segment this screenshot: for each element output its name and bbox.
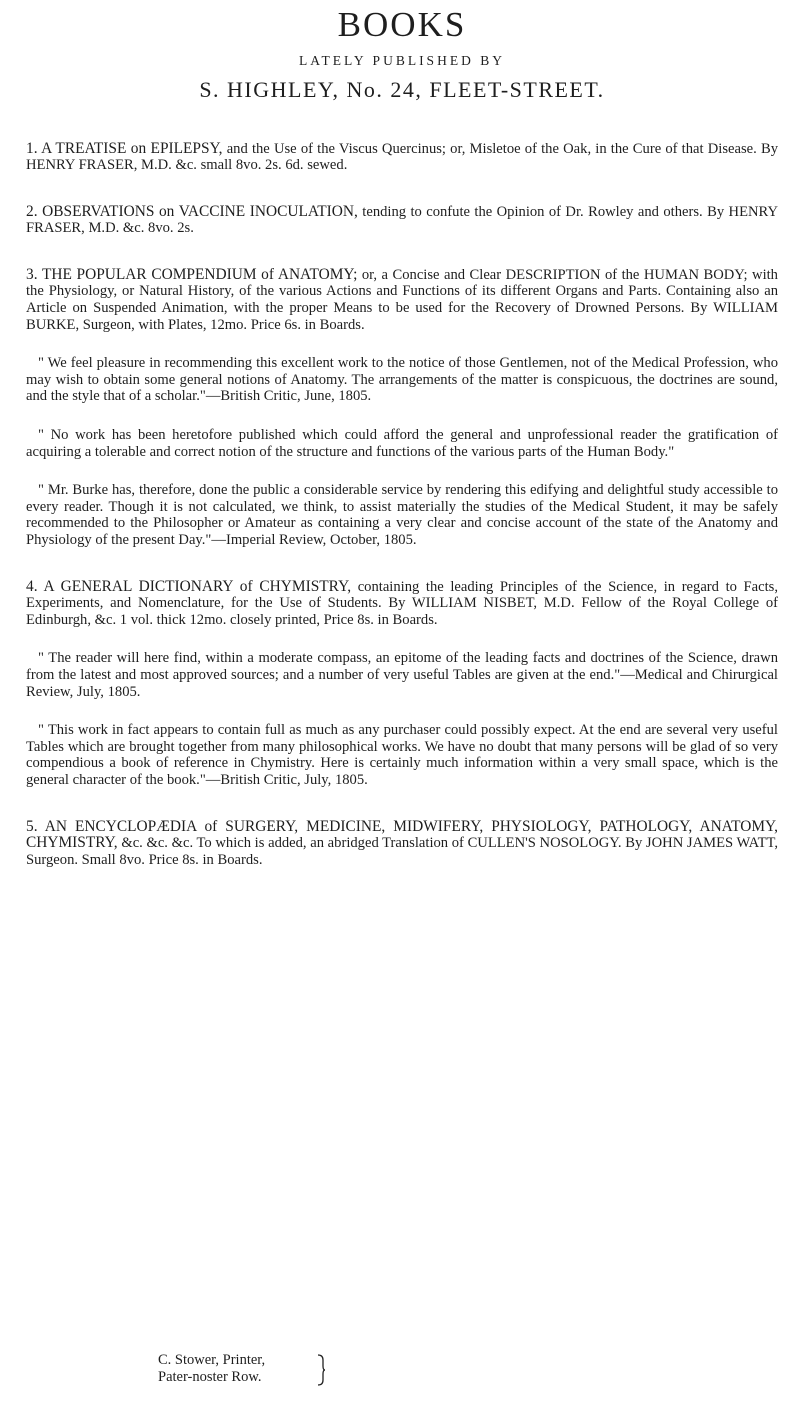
book-entry-text: and the Use of the Viscus Quercinus; or, Misletoe of the Oak, in the Cure of that Disease. By HENRY FRASER, M.D. &c. small 8vo. 2s. 6d. sewed. <box>26 140 778 174</box>
printer-address: Pater-noster Row. <box>158 1369 262 1385</box>
book-entry-text: or, a Concise and Clear DESCRIPTION of the HUMAN BODY; with the Physiology, or Natural History, of the various Actions and Functions of its different Organs and Parts. Containing also an Article on Suspended Animation, with the proper Means to be used for the Recovery of Drowned Persons. By WILLIAM BURKE, Surgeon, with Plates, 12mo. Price 6s. in Boards. <box>26 266 778 333</box>
review-quote-2: " No work has been heretofore published which could afford the general and unprofessional reader the gratification of acquiring a tolerable and correct notion of the structure and functions of the various parts of the Human Body." <box>26 427 778 460</box>
book-entry-text: &c. &c. &c. To which is added, an abridged Translation of CULLEN'S NOSOLOGY. By JOHN JAMES WATT, Surgeon. Small 8vo. Price 8s. in Boards. <box>26 835 778 868</box>
book-entry-lead: 4. A GENERAL DICTIONARY of CHYMISTRY, <box>26 577 352 595</box>
book-list <box>26 141 778 869</box>
publisher-line: S. HIGHLEY, No. 24, FLEET-STREET. <box>199 76 605 102</box>
printer-name: C. Stower, Printer, <box>158 1352 266 1368</box>
review-quote-5: " This work in fact appears to contain full as much as any purchaser could possibly expect. At the end are several very useful Tables which are brought together from many philosophical works. We have no doubt that many persons will be glad of so very compendious a book of reference in Chymistry. Here is certainly much information within a very small space, which is the general character of the book."—British Critic, July, 1805. <box>26 722 778 788</box>
book-entry-lead: 3. THE POPULAR COMPENDIUM of ANATOMY; <box>26 265 358 283</box>
book-entry-lead: 5. AN ENCYCLOPÆDIA of SURGERY, MEDICINE, MIDWIFERY, PHYSIOLOGY, PATHOLOGY, ANATOMY, CHYMISTRY, <box>26 817 778 852</box>
book-entry-text: tending to confute the Opinion of Dr. Rowley and others. By HENRY FRASER, M.D. &c. 8vo. 2s. <box>26 203 778 237</box>
printer-imprint <box>158 1352 265 1386</box>
review-quote-3: " Mr. Burke has, therefore, done the public a considerable service by rendering this edifying and delightful study accessible to every reader. Though it is not calculated, we think, to assist materially the studies of the Medical Student, it may be safely recommended to the Philosopher or Amateur as containing a very clear and concise account of the state of the Anatomy and Physiology of the present Day."—Imperial Review, October, 1805. <box>26 482 778 548</box>
brace-icon-svg <box>316 1354 326 1386</box>
page-subtitle: LATELY PUBLISHED BY <box>299 52 505 68</box>
review-quote-4: " The reader will here find, within a moderate compass, an epitome of the leading facts and doctrines of the Science, drawn from the latest and most approved sources; and a number of very useful Tables are given at the end."—Medical and Chirurgical Review, July, 1805. <box>26 650 778 700</box>
book-entry-4 <box>26 579 778 629</box>
review-quote-1: " We feel pleasure in recommending this excellent work to the notice of those Gentlemen, not of the Medical Profession, who may wish to obtain some general notions of Anatomy. The arrangements of the matter is conspicuous, the doctrines are sound, and the style that of a scholar."—British Critic, June, 1805. <box>26 355 778 405</box>
book-entry-1 <box>26 141 778 174</box>
brace-icon <box>316 1354 326 1391</box>
book-entry-text: containing the leading Principles of the Science, in regard to Facts, Experiments, and Nomenclature, for the Use of Students. By WILLIAM NISBET, M.D. Fellow of the Royal College of Edinburgh, &c. 1 vol. thick 12mo. closely printed, Price 8s. in Boards. <box>26 578 778 628</box>
book-entry-2 <box>26 204 778 237</box>
page-title: BOOKS <box>337 5 467 44</box>
book-entry-5 <box>26 819 778 869</box>
book-entry-lead: 1. A TREATISE on EPILEPSY, <box>26 139 223 157</box>
book-entry-3 <box>26 267 778 333</box>
book-entry-lead: 2. OBSERVATIONS on VACCINE INOCULATION, <box>26 202 358 220</box>
